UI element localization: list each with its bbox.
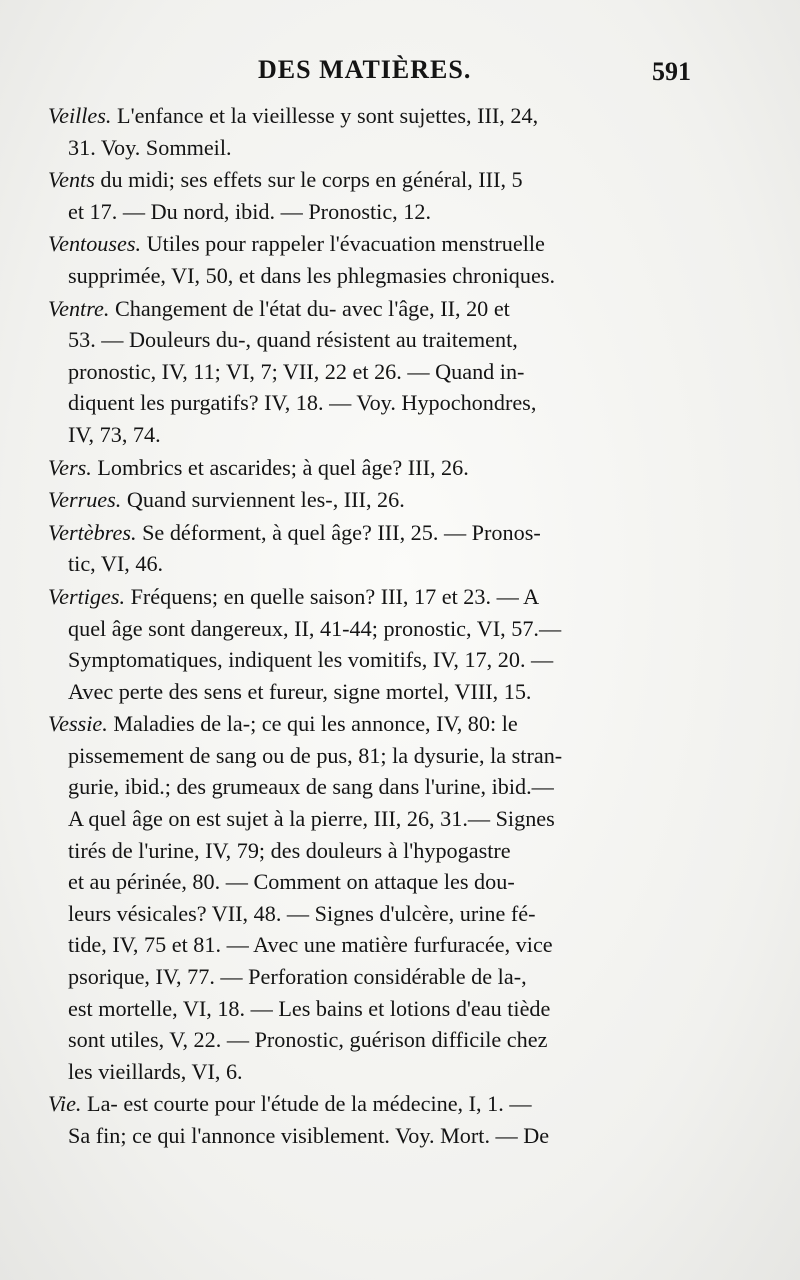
entry-text: tirés de l'urine, IV, 79; des douleurs à l'hypogastre: [68, 837, 511, 863]
index-entry: [48, 517, 760, 580]
entry-text: et 17. — Du nord, ibid. — Pronostic, 12.: [68, 198, 431, 224]
entry-first-line: [48, 517, 760, 549]
entry-first-line: [48, 100, 760, 132]
index-entries: [48, 100, 760, 1153]
index-entry: [48, 581, 760, 707]
entry-text: quel âge sont dangereux, II, 41-44; pronostic, VI, 57.—: [68, 615, 562, 641]
entry-headword: Vents: [48, 167, 95, 193]
entry-continuation-line: [48, 1120, 760, 1152]
entry-headword: Veilles.: [48, 103, 112, 128]
entry-text: Maladies de la-; ce qui les annonce, IV, 80: le: [113, 711, 518, 737]
entry-text: gurie, ibid.; des grumeaux de sang dans l'urine, ibid.—: [68, 774, 554, 800]
entry-continuation-line: [48, 961, 760, 993]
entry-headword: Ventre.: [48, 295, 110, 321]
entry-headword: Verrues.: [48, 487, 122, 513]
entry-headword: Vie.: [48, 1091, 82, 1117]
entry-text: supprimée, VI, 50, et dans les phlegmasies chroniques.: [68, 262, 555, 288]
entry-headword: Vessie.: [48, 711, 108, 737]
entry-text: Avec perte des sens et fureur, signe mortel, VIII, 15.: [68, 678, 532, 704]
entry-first-line: [48, 1088, 760, 1120]
entry-text: Sa fin; ce qui l'annonce visiblement. Voy. Mort. — De: [68, 1123, 550, 1148]
entry-text: et au périnée, 80. — Comment on attaque les dou-: [68, 869, 515, 895]
index-entry: [48, 293, 760, 451]
entry-first-line: [48, 452, 760, 484]
entry-first-line: [48, 164, 760, 196]
entry-text: diquent les purgatifs? IV, 18. — Voy. Hypochondres,: [68, 390, 537, 416]
entry-continuation-line: [48, 356, 760, 388]
entry-first-line: [48, 293, 760, 325]
index-entry: [48, 452, 760, 484]
entry-continuation-line: [48, 1024, 760, 1056]
entry-continuation-line: [48, 835, 760, 867]
entry-text: Se déforment, à quel âge? III, 25. — Pronos-: [142, 519, 541, 545]
page-header: [0, 55, 800, 95]
entry-text: A quel âge on est sujet à la pierre, III, 26, 31.— Signes: [68, 806, 555, 832]
entry-text: leurs vésicales? VII, 48. — Signes d'ulcère, urine fé-: [68, 900, 536, 926]
index-entry: [48, 1088, 760, 1151]
entry-first-line: [48, 484, 760, 516]
entry-text: 53. — Douleurs du-, quand résistent au traitement,: [68, 327, 518, 353]
entry-first-line: [48, 228, 760, 260]
entry-text: psorique, IV, 77. — Perforation considérable de la-,: [68, 964, 527, 990]
index-entry: [48, 484, 760, 516]
entry-first-line: [48, 708, 760, 740]
entry-text: Lombrics et ascarides; à quel âge? III, 26.: [97, 454, 469, 480]
entry-continuation-line: [48, 644, 760, 676]
entry-headword: Vertiges.: [48, 583, 126, 609]
entry-text: Fréquens; en quelle saison? III, 17 et 23. — A: [130, 583, 540, 609]
entry-continuation-line: [48, 898, 760, 930]
entry-text: sont utiles, V, 22. — Pronostic, guérison difficile chez: [68, 1027, 548, 1053]
entry-continuation-line: [48, 676, 760, 708]
entry-continuation-line: [48, 740, 760, 772]
entry-first-line: [48, 581, 760, 613]
entry-continuation-line: [48, 260, 760, 292]
entry-headword: Vers.: [48, 454, 92, 480]
entry-continuation-line: [48, 196, 760, 228]
entry-text: Symptomatiques, indiquent les vomitifs, IV, 17, 20. —: [68, 647, 554, 673]
entry-text: Utiles pour rappeler l'évacuation menstruelle: [146, 231, 545, 257]
entry-text: du midi; ses effets sur le corps en général, III, 5: [100, 167, 523, 193]
entry-continuation-line: [48, 1056, 760, 1088]
index-entry: [48, 100, 760, 163]
entry-continuation-line: [48, 419, 760, 451]
entry-headword: Vertèbres.: [48, 519, 137, 545]
entry-continuation-line: [48, 803, 760, 835]
entry-continuation-line: [48, 866, 760, 898]
entry-text: IV, 73, 74.: [68, 421, 161, 447]
entry-text: tide, IV, 75 et 81. — Avec une matière furfuracée, vice: [68, 932, 553, 958]
entry-text: pronostic, IV, 11; VI, 7; VII, 22 et 26. — Quand in-: [68, 358, 525, 384]
entry-continuation-line: [48, 613, 760, 645]
entry-text: est mortelle, VI, 18. — Les bains et lotions d'eau tiède: [68, 995, 551, 1021]
entry-text: Quand surviennent les-, III, 26.: [126, 487, 405, 513]
entry-continuation-line: [48, 993, 760, 1025]
entry-text: 31. Voy. Sommeil.: [68, 134, 232, 160]
entry-text: La- est courte pour l'étude de la médecine, I, 1. —: [87, 1091, 532, 1117]
entry-continuation-line: [48, 548, 760, 580]
entry-continuation-line: [48, 324, 760, 356]
entry-text: les vieillards, VI, 6.: [68, 1058, 243, 1084]
running-title: DES MATIÈRES.: [258, 55, 472, 84]
entry-text: L'enfance et la vieillesse y sont sujettes, III, 24,: [117, 103, 539, 128]
index-entry: [48, 164, 760, 227]
entry-continuation-line: [48, 929, 760, 961]
entry-continuation-line: [48, 132, 760, 164]
entry-continuation-line: [48, 771, 760, 803]
index-entry: [48, 708, 760, 1087]
index-entry: [48, 228, 760, 291]
entry-text: Changement de l'état du- avec l'âge, II, 20 et: [114, 295, 510, 321]
entry-text: tic, VI, 46.: [68, 551, 164, 577]
page-number: 591: [652, 57, 691, 86]
entry-text: pissemement de sang ou de pus, 81; la dysurie, la stran-: [68, 742, 563, 768]
entry-headword: Ventouses.: [48, 231, 142, 257]
entry-continuation-line: [48, 387, 760, 419]
